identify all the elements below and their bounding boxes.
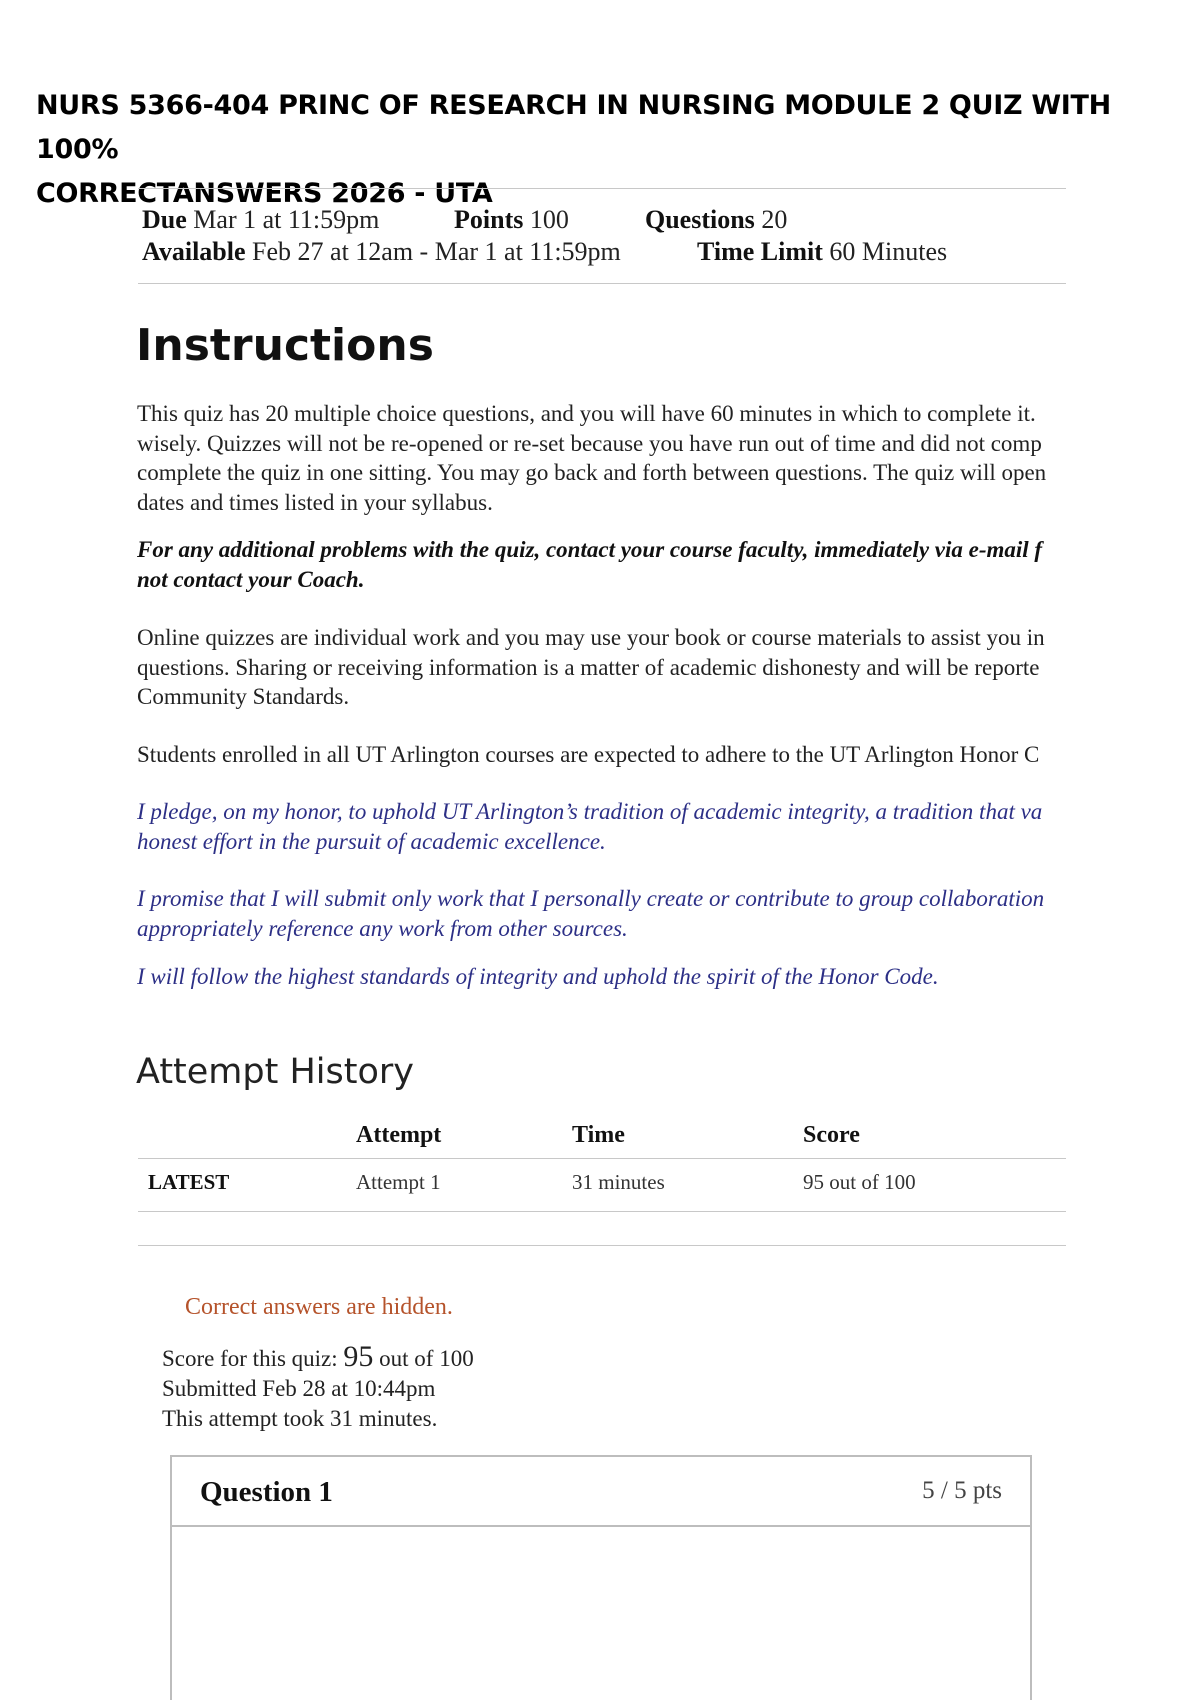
honor-pledge-2	[137, 884, 1077, 943]
score-prefix: Score for this quiz:	[162, 1346, 344, 1371]
paragraph-line: dates and times listed in your syllabus.	[137, 489, 493, 515]
honor-pledge-3	[137, 962, 1077, 992]
questions-value: 20	[761, 205, 788, 234]
table-header-divider	[138, 1158, 1066, 1159]
available-label: Available	[142, 237, 246, 266]
paragraph-line: complete the quiz in one sitting. You may go back and forth between questions. The quiz will open	[137, 460, 1047, 485]
points-info	[454, 204, 569, 236]
points-label: Points	[454, 205, 524, 234]
points-value: 100	[529, 205, 569, 234]
attempt-status: LATEST	[148, 1170, 230, 1194]
questions-info	[645, 204, 787, 236]
attempt-link[interactable]: Attempt 1	[356, 1170, 441, 1194]
instructions-paragraph-2	[137, 535, 1077, 594]
pledge-line: appropriately reference any work from other sources.	[137, 915, 628, 941]
paragraph-line: not contact your Coach.	[137, 566, 365, 592]
time-limit-label: Time Limit	[697, 237, 823, 266]
paragraph-line: wisely. Quizzes will not be re-opened or re-set because you have run out of time and did not comp	[137, 430, 1042, 456]
question-header	[172, 1457, 1030, 1527]
paragraph-line: This quiz has 20 multiple choice questions, and you will have 60 minutes in which to complete it.	[137, 401, 1036, 426]
instructions-paragraph-1	[137, 399, 1077, 517]
paragraph-line: Community Standards.	[137, 684, 350, 709]
pledge-line: honest effort in the pursuit of academic excellence.	[137, 828, 606, 854]
available-value: Feb 27 at 12am - Mar 1 at 11:59pm	[252, 237, 621, 266]
divider-results	[138, 1245, 1066, 1246]
paragraph-line: questions. Sharing or receiving information is a matter of academic dishonesty and will be reporte	[137, 654, 1040, 680]
honor-pledge-1	[137, 797, 1077, 856]
attempt-score: 95 out of 100	[803, 1170, 916, 1194]
correct-answers-hidden-note: Correct answers are hidden.	[185, 1294, 453, 1320]
document-title-line-2: CORRECTANSWERS 2026 - UTA	[36, 178, 493, 209]
document-title-line-1: NURS 5366-404 PRINC OF RESEARCH IN NURSING MODULE 2 QUIZ WITH 100%	[36, 90, 1111, 165]
due-info	[142, 204, 379, 236]
questions-label: Questions	[645, 205, 755, 234]
divider-meta	[138, 283, 1066, 284]
score-value: 95	[343, 1340, 374, 1373]
paragraph-line: Students enrolled in all UT Arlington courses are expected to adhere to the UT Arlington Honor C	[137, 742, 1040, 767]
question-card	[170, 1455, 1032, 1700]
column-header-time: Time	[572, 1122, 625, 1148]
quiz-score-line	[162, 1342, 474, 1374]
time-limit-value: 60 Minutes	[829, 237, 948, 266]
question-title: Question 1	[200, 1476, 333, 1508]
column-header-score: Score	[803, 1122, 860, 1148]
paragraph-line: For any additional problems with the quiz, contact your course faculty, immediately via e-mail f	[137, 537, 1043, 562]
available-info	[142, 236, 621, 268]
score-suffix: out of 100	[373, 1346, 474, 1371]
pledge-line: I will follow the highest standards of integrity and uphold the spirit of the Honor Code.	[137, 964, 939, 989]
paragraph-line: Online quizzes are individual work and you may use your book or course materials to assist you in	[137, 625, 1045, 650]
instructions-heading: Instructions	[136, 320, 434, 371]
time-limit-info	[697, 236, 947, 268]
instructions-paragraph-3	[137, 623, 1077, 712]
pledge-line: I pledge, on my honor, to uphold UT Arlington’s tradition of academic integrity, a tradition that va	[137, 799, 1043, 824]
divider-top	[138, 188, 1066, 189]
submitted-line: Submitted Feb 28 at 10:44pm	[162, 1376, 436, 1401]
instructions-paragraph-4	[137, 740, 1077, 770]
duration-line: This attempt took 31 minutes.	[162, 1406, 438, 1431]
document-title	[36, 84, 1136, 216]
table-row-divider	[138, 1211, 1066, 1212]
attempt-time: 31 minutes	[572, 1170, 665, 1194]
pledge-line: I promise that I will submit only work that I personally create or contribute to group collaboration	[137, 886, 1045, 911]
column-header-attempt: Attempt	[356, 1122, 442, 1148]
due-label: Due	[142, 205, 187, 234]
question-points: 5 / 5 pts	[922, 1477, 1002, 1504]
attempt-history-heading: Attempt History	[136, 1052, 414, 1092]
due-value: Mar 1 at 11:59pm	[193, 205, 380, 234]
